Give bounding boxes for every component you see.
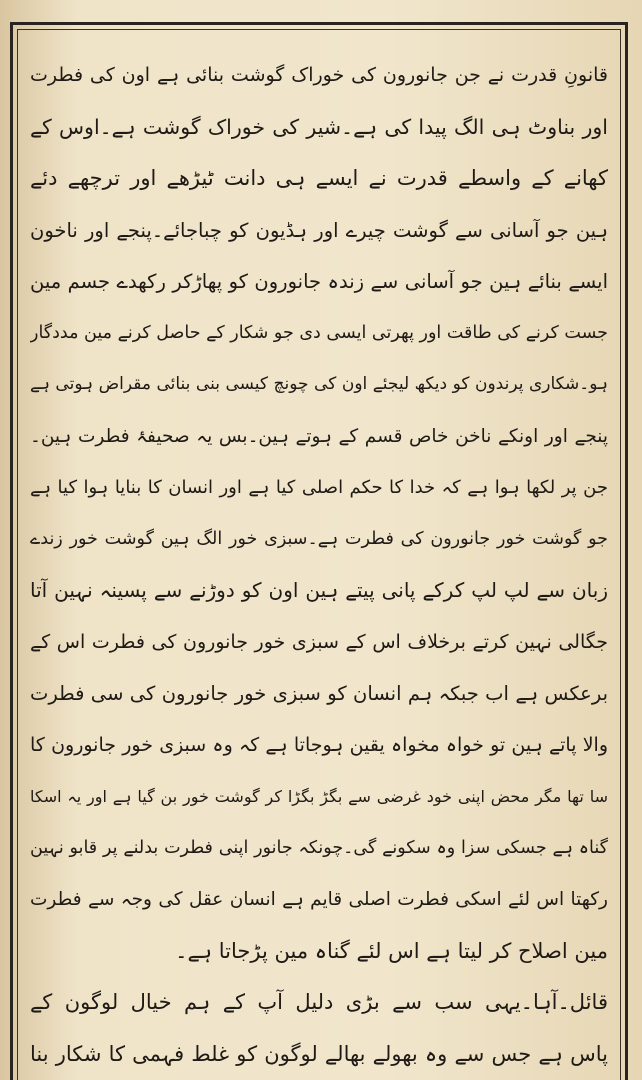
dialogue-line: قائل۔آہا۔یہی سب سے بڑی دلیل آپ کے ہم خیال لوگون کے <box>30 990 608 1014</box>
text-line: والا پاتے ہین تو خواہ مخواہ یقین ہوجاتا ہے کہ وہ سبزی خور جانورون کا <box>30 733 608 756</box>
text-line: جو گوشت خور جانورون کی فطرت ہے۔سبزی خور الگ ہین گوشت خور زندے <box>30 528 608 549</box>
text-line: مین اصلاح کر لیتا ہے اس لئے گناہ مین پڑجاتا ہے۔ <box>175 938 608 963</box>
page-text <box>30 50 608 1080</box>
text-line: جگالی نہین کرتے برخلاف اس کے سبزی خور جانورون کی فطرت اس کے <box>30 630 608 653</box>
text-line: جست کرنے کی طاقت اور پھرتی ایسی دی جو شکار کے حاصل کرنے مین مددگار <box>30 322 608 343</box>
text-line: سا تھا مگر محض اپنی خود غرضی سے بگڑ بگڑا کر گوشت خور بن گیا ہے اور یہ اسکا <box>30 787 608 806</box>
text-line: رکھتا اس لئے اسکی فطرت اصلی قایم ہے انسان عقل کی وجہ سے فطرت <box>30 889 608 910</box>
text-line: ایسے بنائے ہین جو آسانی سے زندہ جانورون کو پھاڑکر رکھدے جسم مین <box>30 270 608 293</box>
text-line: ہو۔شکاری پرندون کو دیکھ لیجئے اون کی چونچ کیسی بنی بنائی مقراض ہوتی ہے <box>30 374 608 394</box>
text-line: اور بناوٹ ہی الگ پیدا کی ہے۔شیر کی خوراک گوشت ہے۔اوس کے <box>30 114 608 139</box>
text-line: قانونِ قدرت نے جن جانورون کی خوراک گوشت بنائی ہے اون کی فطرت <box>30 64 608 86</box>
text-line: جن پر لکھا ہوا ہے کہ خدا کا حکم اصلی کیا ہے اور انسان کا بنایا ہوا کیا ہے <box>30 477 608 498</box>
text-line: کھانے کے واسطے قدرت نے ایسے ہی دانت ٹیڑھے اور ترچھے دئے <box>30 166 608 190</box>
text-line: پنجے اور اونکے ناخن خاص قسم کے ہوتے ہین۔بس یہ صحیفۂ فطرت ہین۔ <box>30 425 608 447</box>
text-line: زبان سے لپ لپ کرکے پانی پیتے ہین اون کو دوڑنے سے پسینہ نہین آتا <box>30 578 608 602</box>
text-line: گناہ ہے جسکی سزا وہ سکونے گی۔چونکہ جانور اپنی فطرت بدلنے پر قابو نہین <box>30 837 608 858</box>
text-line: ہین جو آسانی سے گوشت چیرے اور ہڈیون کو چباجائے۔پنجے اور ناخون <box>30 218 608 242</box>
text-line: برعکس ہے اب جبکہ ہم انسان کو سبزی خور جانورون کی سی فطرت <box>30 682 608 705</box>
text-line: پاس ہے جس سے وہ بھولے بھالے لوگون کو غلط فہمی کا شکار بنا <box>30 1041 608 1066</box>
